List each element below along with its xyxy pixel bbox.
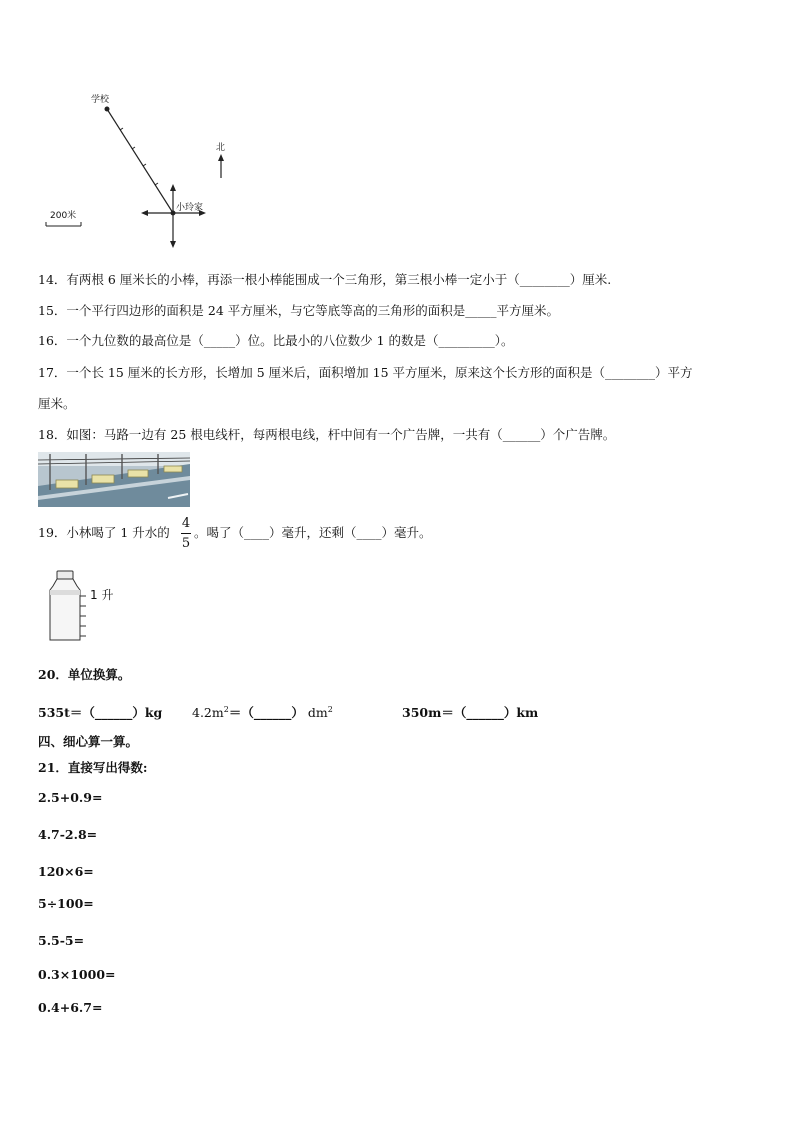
conv2-blank: ＝（______） (228, 705, 304, 720)
question-15: 15．一个平行四边形的面积是 24 平方厘米，与它等底等高的三角形的面积是_____平方厘米。 (38, 303, 560, 318)
north-label: 北 (216, 143, 226, 153)
conv2-value: 4.2m (192, 705, 224, 720)
billboard-2 (92, 475, 114, 483)
q19-fraction-bar (181, 533, 191, 534)
conv2-unit: dm (307, 705, 328, 720)
conversion-1: 535t＝（______）kg (38, 705, 163, 720)
conv2-unit-sup: 2 (327, 704, 333, 714)
billboard-4 (164, 466, 182, 472)
question-14: 14．有两根 6 厘米长的小棒，再添一根小棒能围成一个三角形，第三根小棒一定小于（________）厘米. (38, 272, 612, 287)
question-19-text-after: 。喝了（____）毫升，还剩（____）毫升。 (194, 525, 432, 540)
section-4-heading: 四、细心算一算。 (38, 734, 139, 749)
bottle-label: 1 升 (90, 588, 114, 602)
calc-item-6: 0.3×1000= (38, 967, 116, 982)
calc-item-4: 5÷100= (38, 896, 94, 911)
billboard-3 (128, 470, 148, 477)
question-19-text-before: 19．小林喝了 1 升水的 (38, 525, 170, 540)
school-point (105, 107, 110, 112)
conversion-3: 350m＝（______）km (402, 705, 539, 720)
billboard-1 (56, 480, 78, 488)
road-picture (38, 452, 190, 507)
school-label: 学校 (91, 95, 110, 105)
calc-item-7: 0.4+6.7= (38, 1000, 103, 1015)
question-16: 16．一个九位数的最高位是（_____）位。比最小的八位数少 1 的数是（_________）。 (38, 333, 514, 348)
q19-fraction-denominator: 5 (181, 536, 191, 551)
calc-item-2: 4.7-2.8= (38, 827, 98, 842)
question-21: 21．直接写出得数: (38, 760, 148, 775)
question-17-line-1: 17．一个长 15 厘米的长方形，长增加 5 厘米后，面积增加 15 平方厘米，原来这个长方形的面积是（________）平方 (38, 365, 693, 380)
question-17-line-2: 厘米。 (38, 396, 76, 411)
calc-item-3: 120×6= (38, 864, 94, 879)
question-18: 18．如图：马路一边有 25 根电线杆，每两根电线，杆中间有一个广告牌，一共有（______）个广告牌。 (38, 427, 616, 442)
conversion-2 (192, 703, 333, 721)
calc-item-5: 5.5-5= (38, 933, 85, 948)
calc-item-1: 2.5+0.9= (38, 790, 103, 805)
school-route-line (107, 109, 173, 213)
q19-fraction-numerator: 4 (181, 516, 191, 531)
home-label: 小玲家 (176, 203, 204, 213)
question-20: 20．单位换算。 (38, 667, 131, 682)
scale-label: 200米 (50, 211, 77, 221)
conv2-sup: 2 (223, 704, 229, 714)
bottle-icon (46, 570, 92, 644)
map-figure (40, 88, 240, 250)
